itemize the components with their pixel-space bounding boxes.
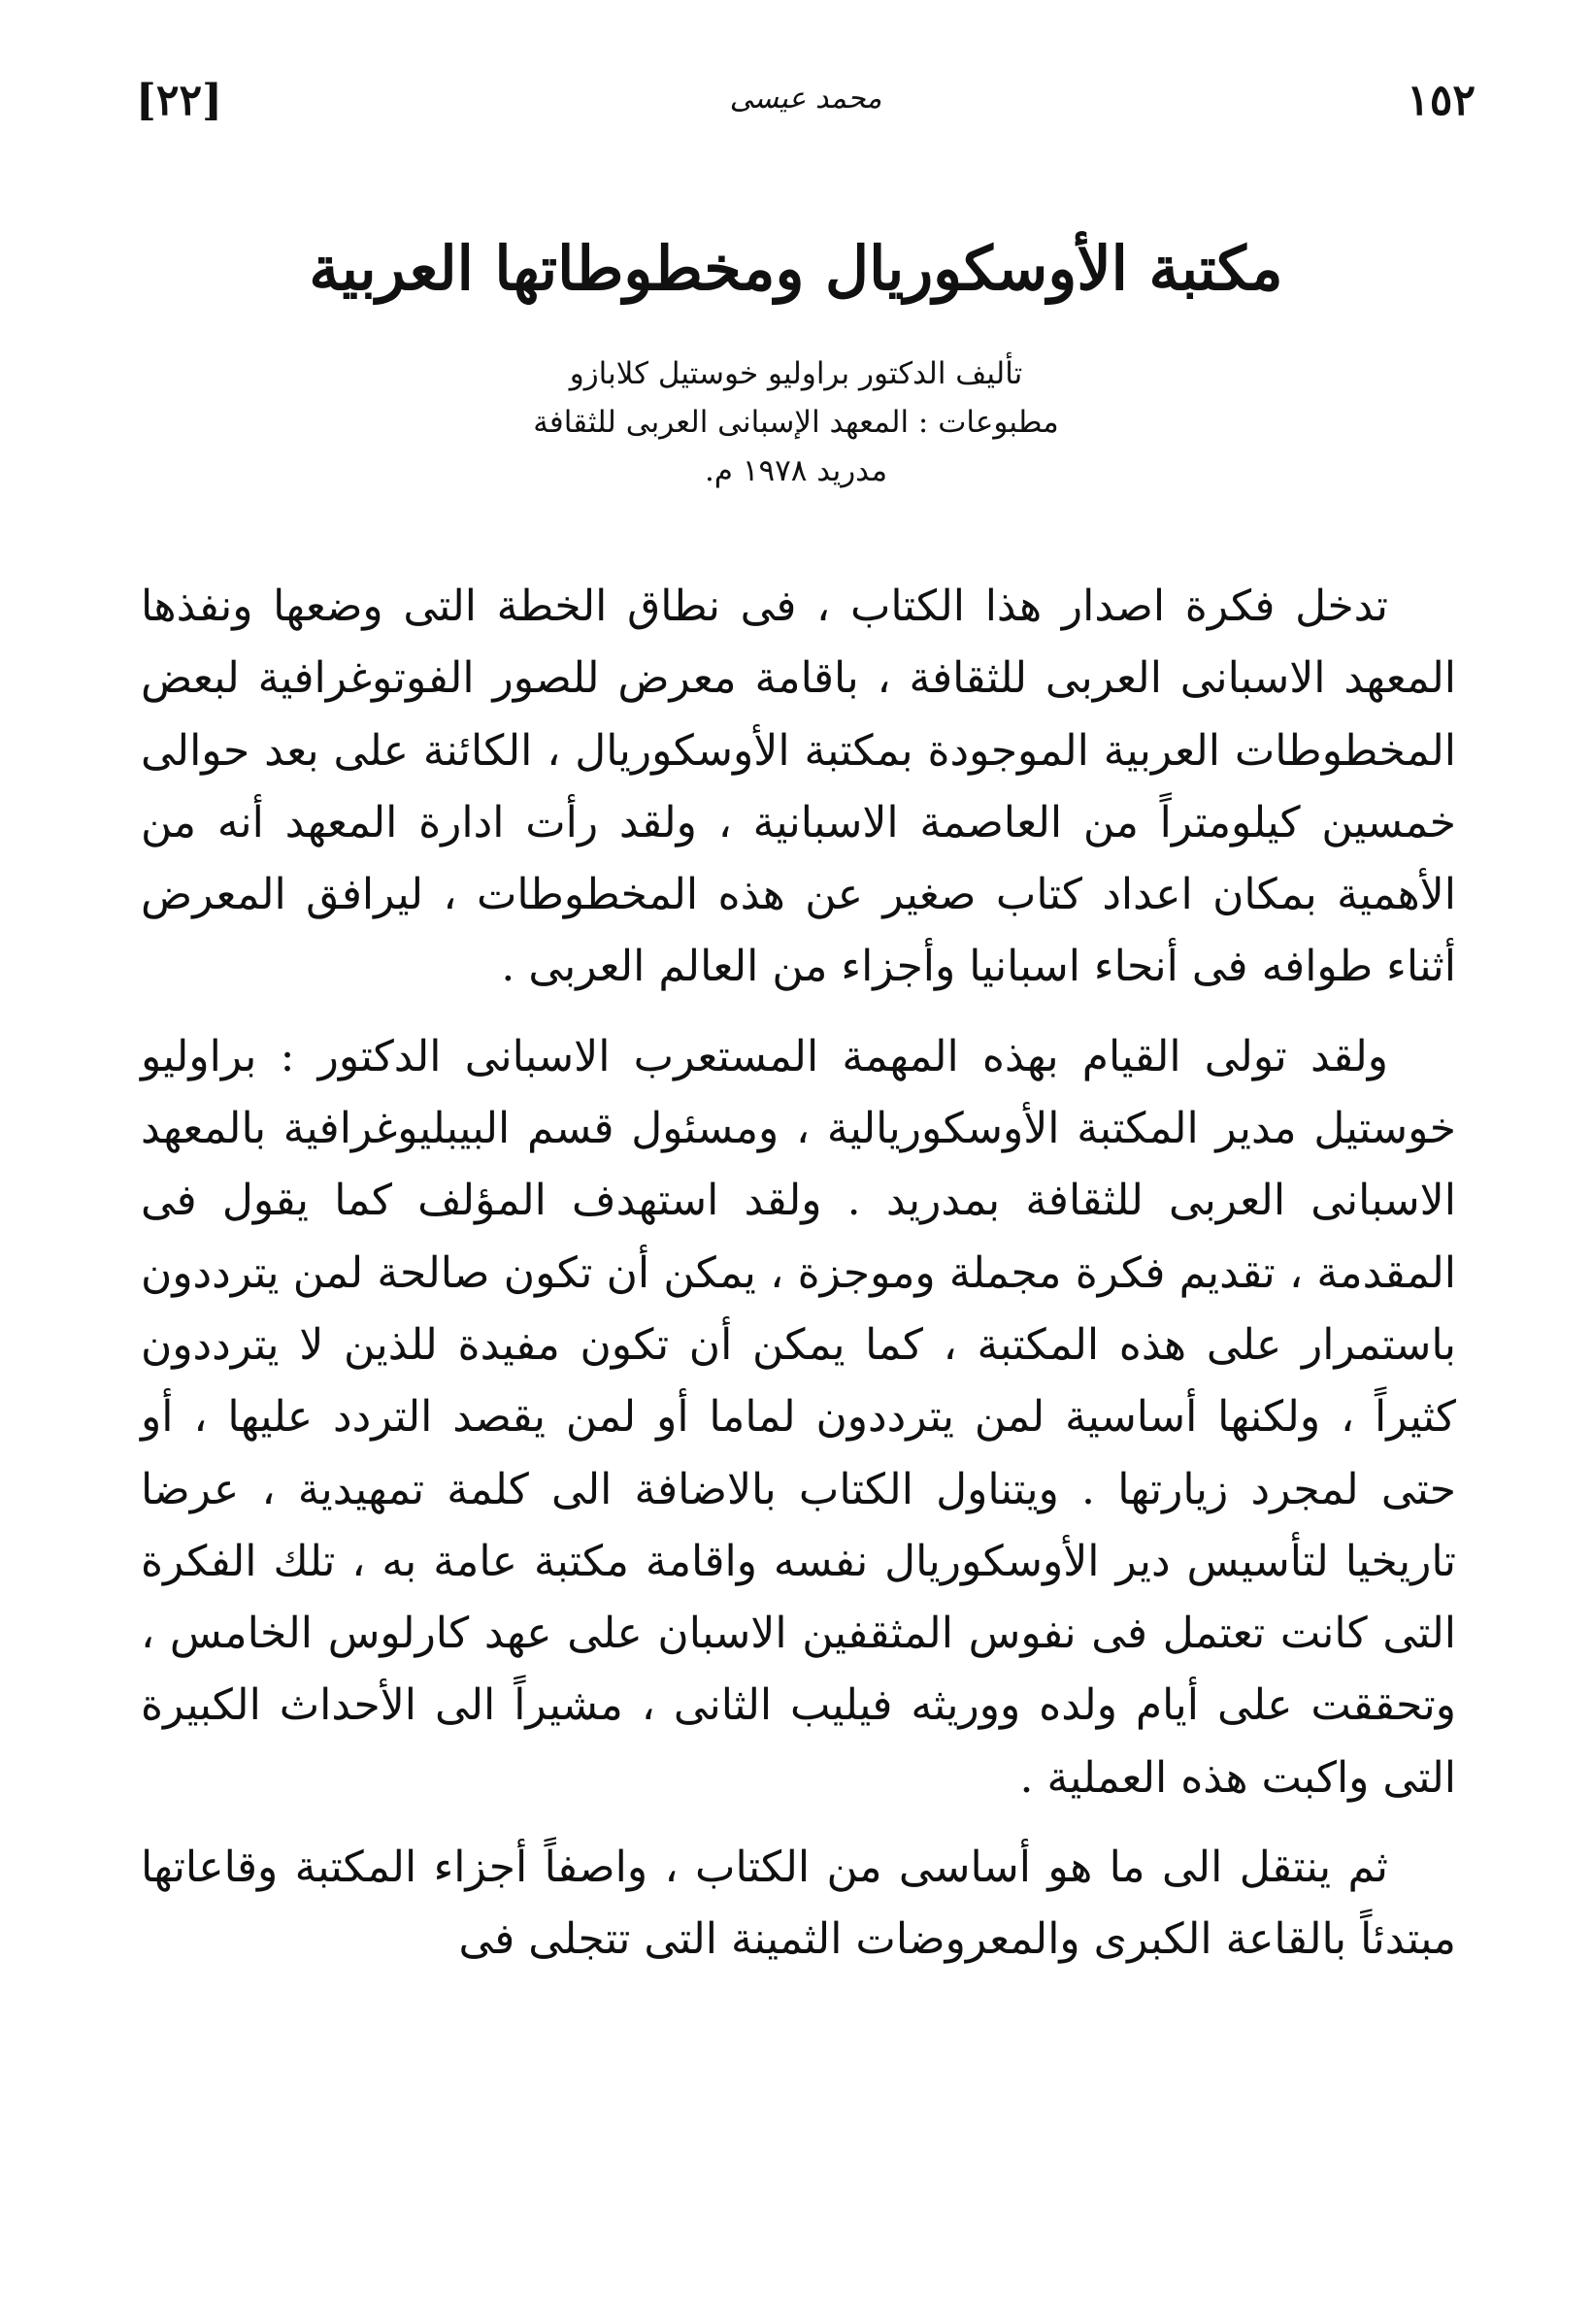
running-author: محمد عيسى — [729, 82, 882, 116]
book-author-line: تأليف الدكتور براوليو خوستيل كلابازو — [569, 356, 1023, 391]
paragraph: ثم ينتقل الى ما هو أساسى من الكتاب ، واصفاً أجزاء المكتبة وقاعاتها مبتدئاً بالقاعة الكبرى والمعروضات الثمينة التى تتجلى فى — [141, 1843, 1456, 1965]
paragraph: ولقد تولى القيام بهذه المهمة المستعرب الاسبانى الدكتور : براوليو خوستيل مدير المكتبة الأوسكوريالية ، ومسئول قسم البيبليوغرافية بالمعهد الاسبانى العربى للثقافة بمدريد . ولقد استهدف المؤلف كما يقول فى المقدمة ، تقديم فكرة مجملة وموجزة ، يمكن أن تكون صالحة لمن يترددون باستمرار على هذه المكتبة ، كما يمكن أن تكون مفيدة للذين لا يترددون كثيراً ، ولكنها أساسية لمن يترددون لماما أو لمن يقصد التردد عليها ، أو حتى لمجرد زيارتها . ويتناول الكتاب بالاضافة الى كلمة تمهيدية ، عرضا تاريخيا لتأسيس دير الأوسكوريال نفسه واقامة مكتبة عامة به ، تلك الفكرة التى كانت تعتمل فى نفوس المثقفين الاسبان على عهد كارلوس الخامس ، وتحققت على أيام ولده ووريثه فيليب الثانى ، مشيراً الى الأحداث الكبيرة التى واكبت هذه العملية . — [141, 1031, 1456, 1803]
book-info — [388, 349, 1204, 495]
page-header — [136, 76, 1476, 144]
book-publisher-line: مطبوعات : المعهد الإسبانى العربى للثقافة — [533, 405, 1059, 440]
book-place-year-line: مدريد ١٩٧٨ م. — [704, 453, 888, 488]
page-number: ١٥٢ — [1407, 76, 1476, 125]
paragraph: تدخل فكرة اصدار هذا الكتاب ، فى نطاق الخطة التى وضعها ونفذها المعهد الاسبانى العربى للثقافة ، باقامة معرض للصور الفوتوغرافية لبعض المخطوطات العربية الموجودة بمكتبة الأوسكوريال ، الكائنة على بعد حوالى خمسين كيلومتراً من العاصمة الاسبانية ، ولقد رأت ادارة المعهد أنه من الأهمية بمكان اعداد كتاب صغير عن هذه المخطوطات ، ليرافق المعرض أثناء طوافه فى أنحاء اسبانيا وأجزاء من العالم العربى . — [141, 581, 1456, 992]
issue-number: [٢٢] — [136, 76, 222, 125]
article-title: مكتبة الأوسكوريال ومخطوطاتها العربية — [309, 233, 1283, 304]
body-text — [141, 571, 1456, 1994]
